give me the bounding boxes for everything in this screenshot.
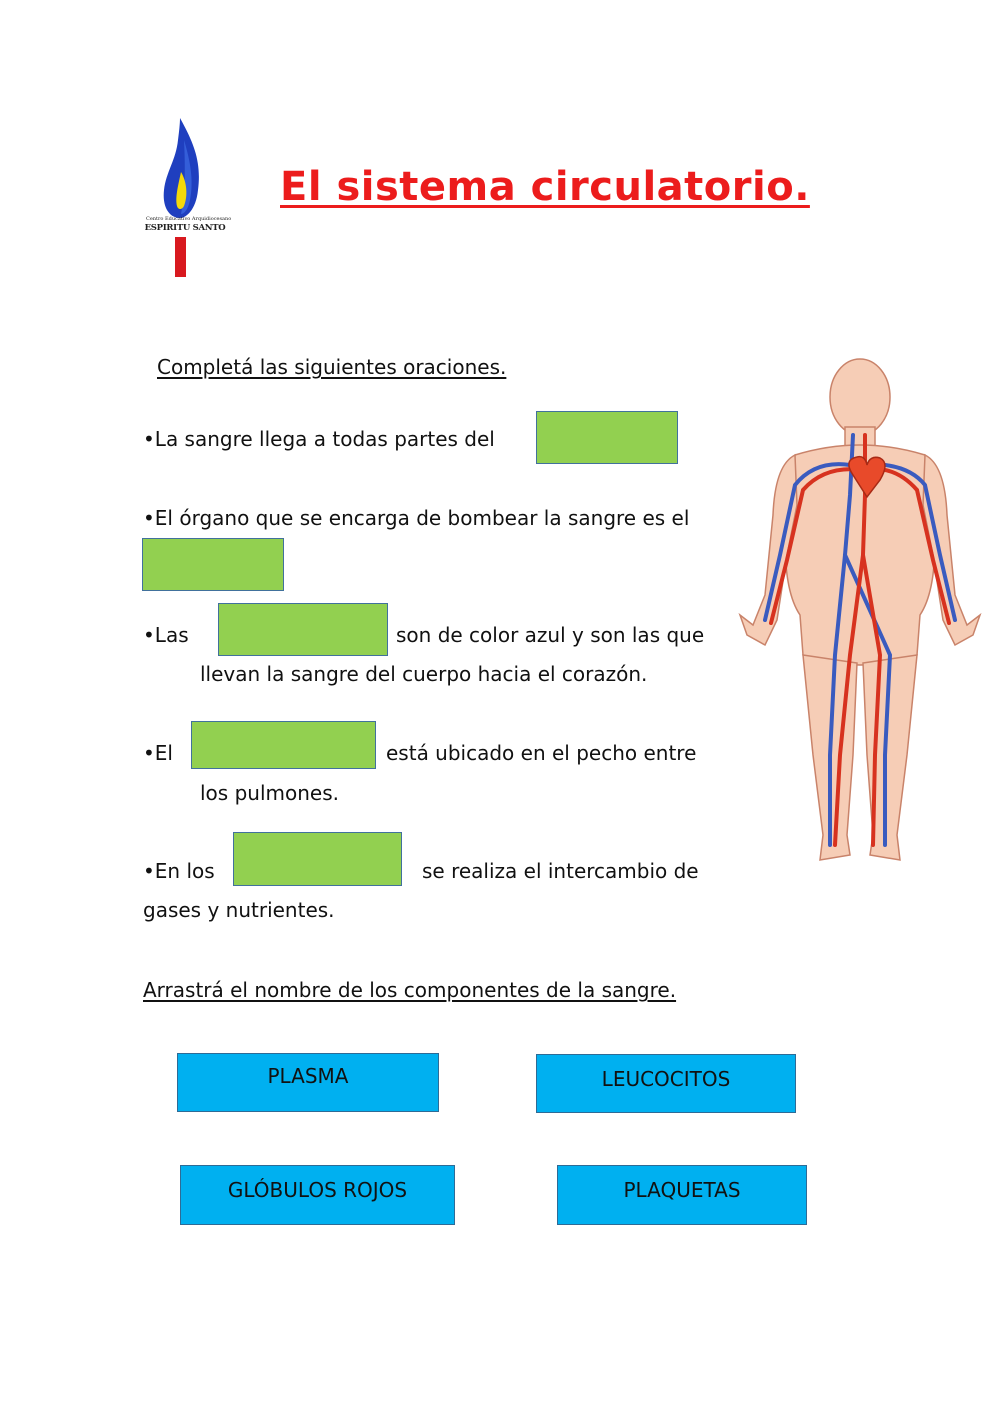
chip-leucocitos[interactable]: LEUCOCITOS (536, 1054, 796, 1113)
human-body-icon (735, 355, 985, 865)
sentence-4-continuation: los pulmones. (200, 781, 339, 805)
sentence-5-continuation: gases y nutrientes. (143, 898, 335, 922)
logo-small-text: Centro Educativo Arquidiocesano (146, 216, 232, 222)
drop-slot-2[interactable] (142, 538, 284, 591)
drag-instructions-heading: Arrastrá el nombre de los componentes de la sangre. (143, 978, 677, 1002)
drop-slot-3[interactable] (218, 603, 388, 656)
flame-logo-icon (140, 110, 230, 285)
sentence-3-continuation: llevan la sangre del cuerpo hacia el corazón. (200, 662, 648, 686)
sentence-1-text: •La sangre llega a todas partes del (143, 427, 495, 451)
sentence-4-prefix: •El (143, 741, 173, 765)
instructions-heading: Completá las siguientes oraciones. (157, 355, 507, 379)
sentence-5-suffix: se realiza el intercambio de (422, 859, 699, 883)
sentence-4-suffix: está ubicado en el pecho entre (386, 741, 697, 765)
sentence-3-prefix: •Las (143, 623, 189, 647)
chip-plasma[interactable]: PLASMA (177, 1053, 439, 1112)
drop-slot-4[interactable] (191, 721, 376, 769)
chip-globulos-rojos[interactable]: GLÓBULOS ROJOS (180, 1165, 455, 1225)
drop-slot-5[interactable] (233, 832, 402, 886)
school-logo (140, 110, 230, 285)
chip-plaquetas[interactable]: PLAQUETAS (557, 1165, 807, 1225)
sentence-3-suffix: son de color azul y son las que (396, 623, 705, 647)
circulatory-system-illustration (735, 355, 985, 865)
drop-slot-1[interactable] (536, 411, 678, 464)
logo-name-text: ESPIRITU SANTO (144, 223, 226, 233)
sentence-2-text: •El órgano que se encarga de bombear la sangre es el (143, 506, 690, 530)
page-title: El sistema circulatorio. (280, 164, 810, 210)
sentence-5-prefix: •En los (143, 859, 215, 883)
